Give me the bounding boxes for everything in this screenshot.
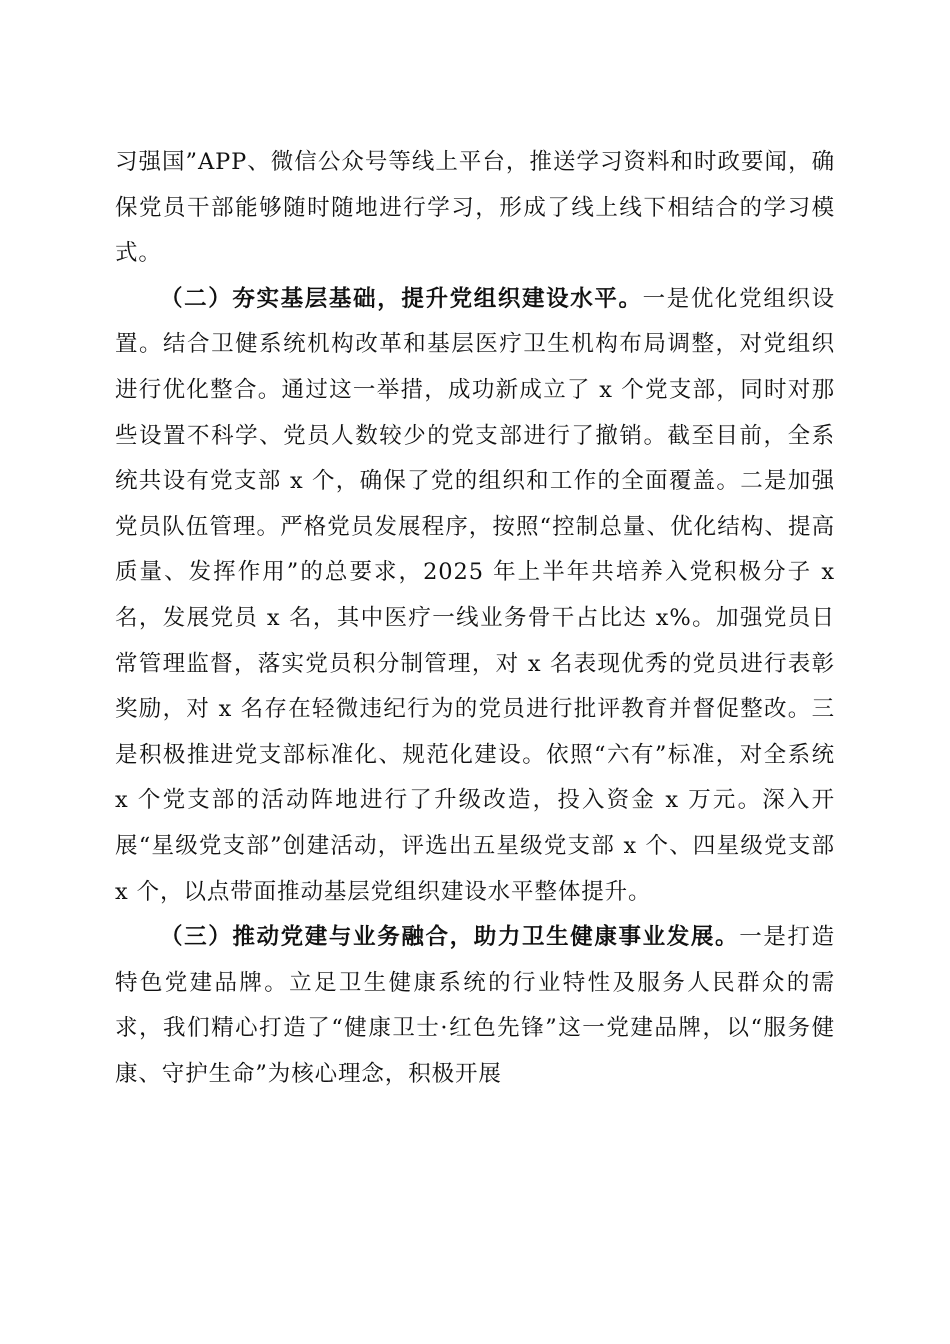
document-body	[115, 140, 835, 1097]
paragraph-text: 一是打造特色党建品牌。立足卫生健康系统的行业特性及服务人民群众的需求，我们精心打造了“健康卫士·红色先锋”这一党建品牌，以“服务健康、守护生命”为核心理念，积极开展	[115, 924, 835, 1087]
paragraph-text: 一是优化党组织设置。结合卫健系统机构改革和基层医疗卫生机构布局调整，对党组织进行优化整合。通过这一举措，成功新成立了 x 个党支部，同时对那些设置不科学、党员人数较少的党支部进行了撤销。截至目前，全系统共设有党支部 x 个，确保了党的组织和工作的全面覆盖。二是加强党员队伍管理。严格党员发展程序，按照“控制总量、优化结构、提高质量、发挥作用”的总要求，2025 年上半年共培养入党积极分子 x 名，发展党员 x 名，其中医疗一线业务骨干占比达 x%。加强党员日常管理监督，落实党员积分制管理，对 x 名表现优秀的党员进行表彰奖励，对 x 名存在轻微违纪行为的党员进行批评教育并督促整改。三是积极推进党支部标准化、规范化建设。依照“六有”标准，对全系统 x 个党支部的活动阵地进行了升级改造，投入资金 x 万元。深入开展“星级党支部”创建活动，评选出五星级党支部 x 个、四星级党支部 x 个，以点带面推动基层党组织建设水平整体提升。	[115, 285, 835, 905]
section-heading: （三）推动党建与业务融合，助力卫生健康事业发展。	[160, 924, 740, 951]
section-heading: （二）夯实基层基础，提升党组织建设水平。	[160, 285, 643, 312]
paragraph-continuation	[115, 140, 835, 277]
paragraph-text: 习强国”APP、微信公众号等线上平台，推送学习资料和时政要闻，确保党员干部能够随时随地进行学习，形成了线上线下相结合的学习模式。	[115, 149, 835, 267]
paragraph-section-3	[115, 915, 835, 1097]
paragraph-section-2	[115, 277, 835, 915]
